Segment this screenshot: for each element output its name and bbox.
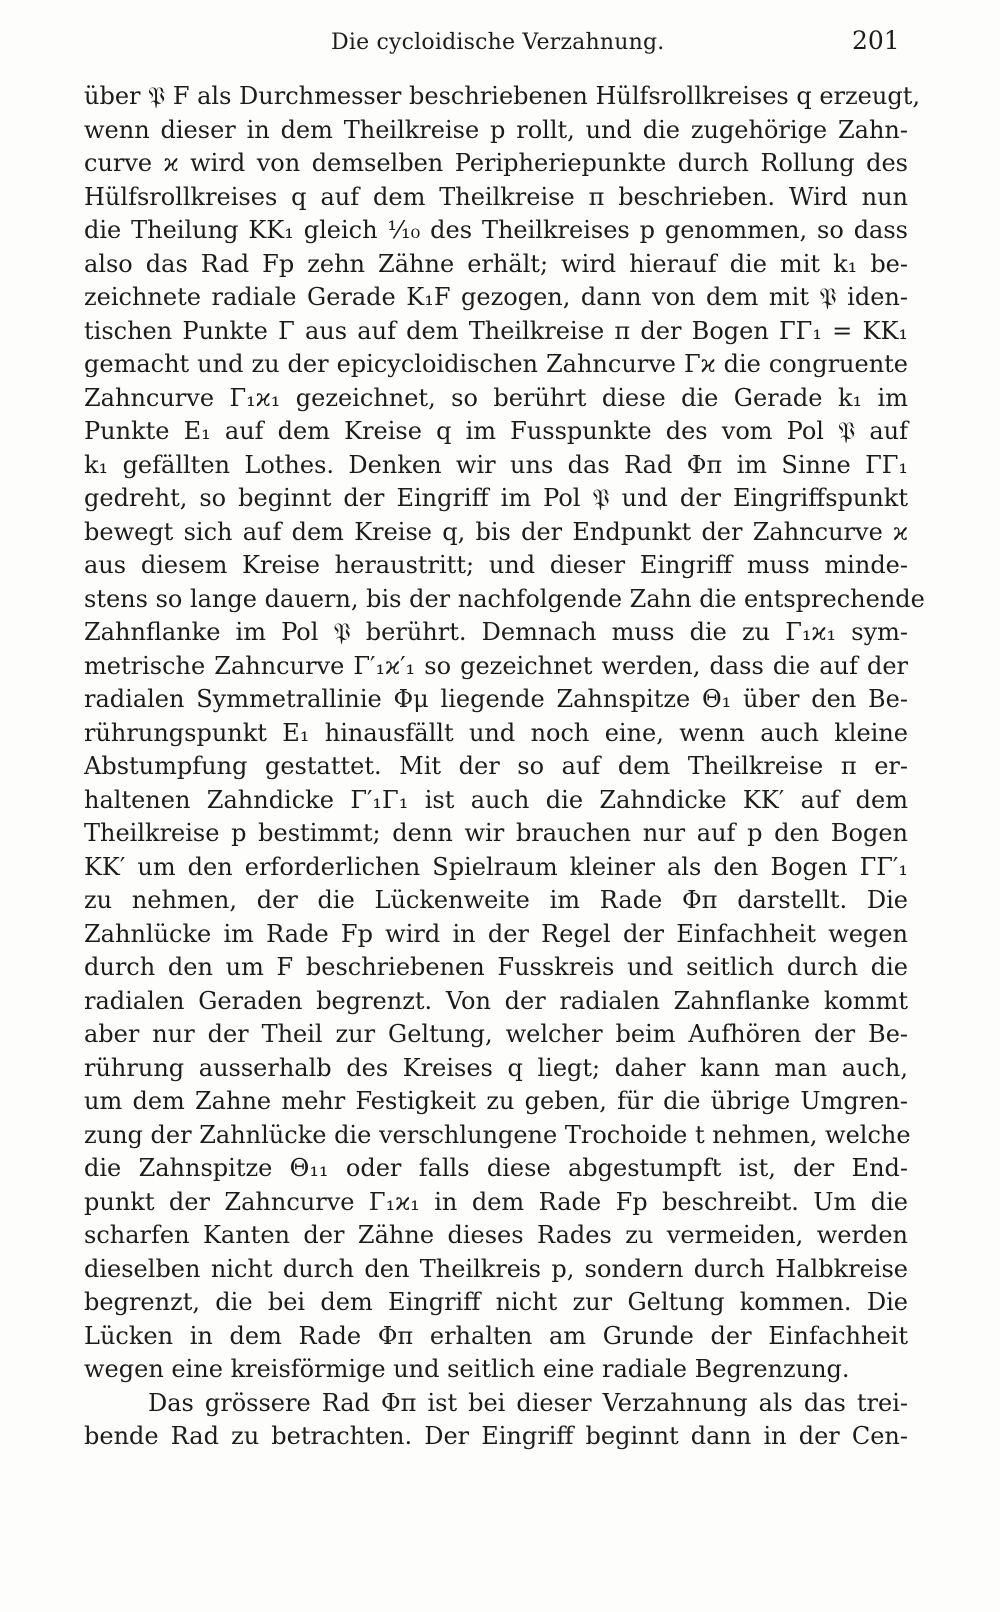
text-line: dieselben nicht durch den Theilkreis p, sondern durch Halbkreise <box>84 1254 908 1283</box>
text-line: also das Rad Fp zehn Zähne erhält; wird hierauf die mit k₁ be- <box>84 249 908 278</box>
text-line: Lücken in dem Rade Φπ erhalten am Grunde der Einfachheit <box>84 1321 908 1350</box>
paragraph-start-line: Das grössere Rad Φπ ist bei dieser Verzahnung als das trei- <box>148 1388 908 1417</box>
text-line: Hülfsrollkreises q auf dem Theilkreise π beschrieben. Wird nun <box>84 182 908 211</box>
text-line: rührungspunkt E₁ hinausfällt und noch eine, wenn auch kleine <box>84 718 908 747</box>
text-line: metrische Zahncurve Γ′₁ϰ′₁ so gezeichnet werden, dass die auf der <box>84 651 908 680</box>
text-line: gemacht und zu der epicycloidischen Zahncurve Γϰ die congruente <box>84 350 908 378</box>
running-title: Die cycloidische Verzahnung. <box>331 30 665 55</box>
text-line: Theilkreise p bestimmt; denn wir brauchen nur auf p den Bogen <box>84 819 908 847</box>
text-line: radialen Symmetrallinie Φμ liegende Zahnspitze Θ₁ über den Be- <box>84 685 908 713</box>
text-line: Punkte E₁ auf dem Kreise q im Fusspunkte des vom Pol 𝔓 auf <box>84 417 908 445</box>
text-line: aus diesem Kreise heraustritt; und dieser Eingriff muss minde- <box>84 551 908 579</box>
text-line: um dem Zahne mehr Festigkeit zu geben, für die übrige Umgren- <box>84 1087 908 1115</box>
text-line: die Zahnspitze Θ₁₁ oder falls diese abgestumpft ist, der End- <box>84 1154 908 1182</box>
text-line: wenn dieser in dem Theilkreise p rollt, und die zugehörige Zahn- <box>84 115 908 144</box>
text-line: bende Rad zu betrachten. Der Eingriff beginnt dann in der Cen- <box>84 1422 908 1450</box>
text-line: aber nur der Theil zur Geltung, welcher beim Aufhören der Be- <box>84 1020 908 1048</box>
text-line: begrenzt, die bei dem Eingriff nicht zur Geltung kommen. Die <box>84 1288 908 1316</box>
text-line: die Theilung KK₁ gleich ¹⁄₁₀ des Theilkreises p genommen, so dass <box>84 216 908 244</box>
text-line: radialen Geraden begrenzt. Von der radialen Zahnflanke kommt <box>84 986 908 1015</box>
text-line: punkt der Zahncurve Γ₁ϰ₁ in dem Rade Fp beschreibt. Um die <box>84 1187 908 1216</box>
text-line: k₁ gefällten Lothes. Denken wir uns das Rad Φπ im Sinne ΓΓ₁ <box>84 450 908 479</box>
text-line: wegen eine kreisförmige und seitlich eine radiale Begrenzung. <box>84 1355 850 1383</box>
text-line: curve ϰ wird von demselben Peripheriepunkte durch Rollung des <box>84 149 908 177</box>
text-line: über 𝔓 F als Durchmesser beschriebenen Hülfsrollkreises q erzeugt, <box>84 82 920 110</box>
text-line: Zahnflanke im Pol 𝔓 berührt. Demnach muss die zu Γ₁ϰ₁ sym- <box>84 618 908 646</box>
text-line: rührung ausserhalb des Kreises q liegt; daher kann man auch, <box>84 1053 908 1082</box>
text-line: zu nehmen, der die Lückenweite im Rade Φπ darstellt. Die <box>84 886 908 914</box>
text-line: zung der Zahnlücke die verschlungene Trochoide t nehmen, welche <box>84 1120 911 1149</box>
text-line: zeichnete radiale Gerade K₁F gezogen, dann von dem mit 𝔓 iden- <box>84 283 908 311</box>
text-line: tischen Punkte Γ aus auf dem Theilkreise π der Bogen ΓΓ₁ = KK₁ <box>84 316 908 345</box>
page-header <box>0 22 1000 62</box>
text-line: bewegt sich auf dem Kreise q, bis der Endpunkt der Zahncurve ϰ <box>84 517 908 546</box>
text-line: KK′ um den erforderlichen Spielraum kleiner als den Bogen ΓΓ′₁ <box>84 852 908 881</box>
text-line: durch den um F beschriebenen Fusskreis und seitlich durch die <box>84 953 908 981</box>
text-line: haltenen Zahndicke Γ′₁Γ₁ ist auch die Zahndicke KK′ auf dem <box>84 785 908 814</box>
text-line: gedreht, so beginnt der Eingriff im Pol 𝔓 und der Eingriffspunkt <box>84 484 908 512</box>
text-line: scharfen Kanten der Zähne dieses Rades zu vermeiden, werden <box>84 1221 908 1249</box>
text-line: stens so lange dauern, bis der nachfolgende Zahn die entsprechende <box>84 584 925 613</box>
text-line: Abstumpfung gestattet. Mit der so auf dem Theilkreise π er- <box>84 752 908 780</box>
text-line: Zahnlücke im Rade Fp wird in der Regel der Einfachheit wegen <box>84 919 908 948</box>
text-line: Zahncurve Γ₁ϰ₁ gezeichnet, so berührt diese die Gerade k₁ im <box>84 383 908 412</box>
body-text <box>84 80 925 1454</box>
page-number: 201 <box>852 26 900 55</box>
